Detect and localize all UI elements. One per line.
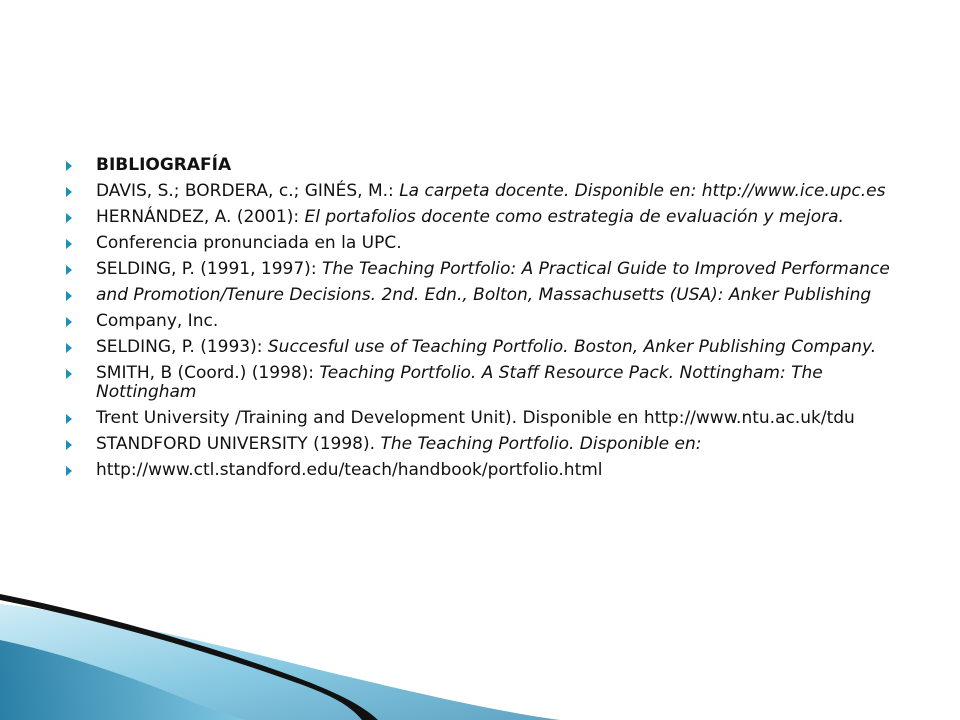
- entry-text: Company, Inc.: [96, 311, 219, 331]
- entry-italic-text: La carpeta docente. Disponible en: http://www.ice.upc.es: [399, 181, 886, 201]
- bibliography-entry: [66, 338, 926, 357]
- bibliography-entry: [66, 364, 926, 402]
- entry-italic-text: The Teaching Portfolio: A Practical Guide to Improved Performance: [321, 259, 890, 279]
- bibliography-entry: [66, 435, 926, 454]
- wave-light: [0, 604, 560, 720]
- bibliography-entry: [66, 312, 926, 331]
- bullet-arrow-icon: [66, 317, 72, 327]
- entry-text: STANDFORD UNIVERSITY (1998).: [96, 434, 381, 454]
- bibliography-entry: [66, 208, 926, 227]
- entry-text: http://www.ctl.standford.edu/teach/handbook/portfolio.html: [96, 460, 603, 480]
- bullet-arrow-icon: [66, 291, 72, 301]
- bibliography-heading: [66, 156, 926, 175]
- entry-italic-text: El portafolios docente como estrategia de evaluación y mejora.: [304, 207, 844, 227]
- entry-text: HERNÁNDEZ, A. (2001):: [96, 207, 305, 227]
- bibliography-list: [66, 156, 926, 487]
- entry-text: SELDING, P. (1993):: [96, 337, 268, 357]
- bullet-arrow-icon: [66, 239, 72, 249]
- entry-text: Conferencia pronunciada en la UPC.: [96, 233, 402, 253]
- wave-dark: [0, 640, 245, 720]
- wave-black-stroke: [0, 594, 378, 720]
- bibliography-entry: [66, 286, 926, 305]
- bullet-arrow-icon: [66, 213, 72, 223]
- bullet-arrow-icon: [66, 343, 72, 353]
- entry-text: DAVIS, S.; BORDERA, c.; GINÉS, M.:: [96, 181, 400, 201]
- bibliography-entry: [66, 260, 926, 279]
- entry-text: Trent University /Training and Development Unit). Disponible en http://www.ntu.ac.uk/tdu: [96, 408, 855, 428]
- entry-text: SMITH, B (Coord.) (1998):: [96, 363, 320, 383]
- entry-italic-text: and Promotion/Tenure Decisions. 2nd. Edn., Bolton, Massachusetts (USA): Anker Publishing: [96, 285, 872, 305]
- bibliography-entry: [66, 461, 926, 480]
- entry-italic-text: Succesful use of Teaching Portfolio. Boston, Anker Publishing Company.: [267, 337, 877, 357]
- bibliography-entry: [66, 409, 926, 428]
- bibliography-entry: [66, 234, 926, 253]
- bullet-arrow-icon: [66, 369, 72, 379]
- bullet-arrow-icon: [66, 466, 72, 476]
- entry-italic-text: Teaching Portfolio. A Staff Resource Pack. Nottingham: The Nottingham: [96, 363, 823, 402]
- bullet-arrow-icon: [66, 414, 72, 424]
- bullet-arrow-icon: [66, 265, 72, 275]
- heading-text: BIBLIOGRAFÍA: [96, 155, 232, 175]
- entry-text: SELDING, P. (1991, 1997):: [96, 259, 322, 279]
- bullet-arrow-icon: [66, 440, 72, 450]
- entry-italic-text: The Teaching Portfolio. Disponible en:: [380, 434, 702, 454]
- bullet-arrow-icon: [66, 161, 72, 171]
- bibliography-entry: [66, 182, 926, 201]
- bullet-arrow-icon: [66, 187, 72, 197]
